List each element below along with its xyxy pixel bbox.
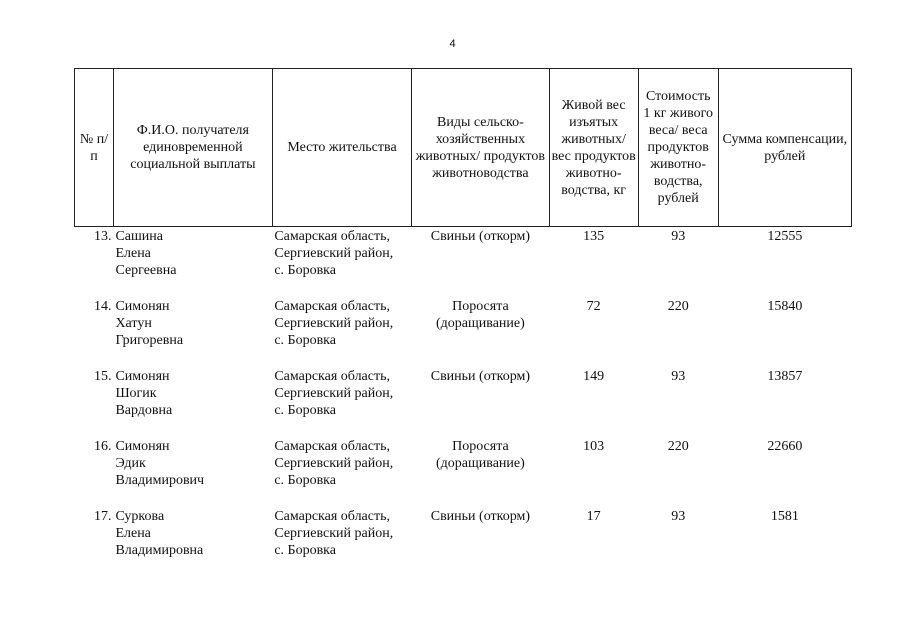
- patronymic: Вардовна: [115, 403, 173, 418]
- row-sum: 12555: [767, 229, 803, 244]
- first-name: Эдик: [115, 456, 146, 471]
- row-num: 17.: [93, 509, 112, 524]
- table-row: [75, 227, 852, 299]
- first-name: Елена: [115, 526, 151, 541]
- address-village: с. Боровка: [274, 333, 336, 348]
- row-num: 16.: [93, 439, 112, 454]
- address-village: с. Боровка: [274, 263, 336, 278]
- surname: Сашина: [115, 229, 163, 244]
- patronymic: Сергеевна: [115, 263, 177, 278]
- table-row: [75, 438, 852, 508]
- row-name: [113, 227, 272, 299]
- row-num: 13.: [93, 229, 112, 244]
- row-sum: 13857: [767, 369, 803, 384]
- address-region: Самарская область,: [274, 299, 390, 314]
- surname: Симонян: [115, 369, 170, 384]
- row-animal-type: [412, 227, 549, 299]
- address-district: Сергиевский район,: [274, 316, 394, 331]
- row-animal-type: [412, 508, 549, 578]
- row-cost: 220: [667, 439, 689, 454]
- row-address: [272, 368, 411, 438]
- animal-type-line: Свиньи (откорм): [430, 509, 531, 524]
- row-weight: 135: [583, 229, 605, 244]
- animal-type-line: Свиньи (откорм): [430, 229, 531, 244]
- row-name: [113, 508, 272, 578]
- row-sum: 22660: [767, 439, 803, 454]
- row-weight: 103: [583, 439, 605, 454]
- row-weight: 17: [586, 509, 601, 524]
- address-village: с. Боровка: [274, 473, 336, 488]
- first-name: Елена: [115, 246, 151, 261]
- row-address: [272, 438, 411, 508]
- address-district: Сергиевский район,: [274, 246, 394, 261]
- row-animal-type: [412, 298, 549, 368]
- table-row: [75, 508, 852, 578]
- row-name: [113, 298, 272, 368]
- row-cost: 220: [667, 299, 689, 314]
- row-weight: 72: [586, 299, 601, 314]
- address-district: Сергиевский район,: [274, 386, 394, 401]
- row-name: [113, 438, 272, 508]
- patronymic: Владимировна: [115, 543, 204, 558]
- row-name: [113, 368, 272, 438]
- row-animal-type: [412, 438, 549, 508]
- row-weight: 149: [583, 369, 605, 384]
- surname: Симонян: [115, 439, 170, 454]
- compensation-table: [74, 68, 852, 578]
- animal-type-line: (доращивание): [436, 316, 525, 331]
- header-name: Ф.И.О. получателя единовременной социальной выплаты: [113, 69, 272, 227]
- address-region: Самарская область,: [274, 369, 390, 384]
- table-row: [75, 368, 852, 438]
- row-num: 14.: [93, 299, 112, 314]
- row-num: 15.: [93, 369, 112, 384]
- row-cost: 93: [671, 229, 686, 244]
- row-animal-type: [412, 368, 549, 438]
- animal-type-line: Поросята: [452, 439, 509, 454]
- header-cost: Стоимость 1 кг живого веса/ веса продуктов животно-водства, рублей: [638, 69, 718, 227]
- row-address: [272, 508, 411, 578]
- patronymic: Владимирович: [115, 473, 205, 488]
- address-region: Самарская область,: [274, 439, 390, 454]
- row-sum: 1581: [770, 509, 799, 524]
- address-village: с. Боровка: [274, 403, 336, 418]
- table-row: [75, 298, 852, 368]
- patronymic: Григоревна: [115, 333, 184, 348]
- animal-type-line: Свиньи (откорм): [430, 369, 531, 384]
- table-header-row: [75, 69, 852, 227]
- animal-type-line: (доращивание): [436, 456, 525, 471]
- address-region: Самарская область,: [274, 229, 390, 244]
- address-district: Сергиевский район,: [274, 526, 394, 541]
- address-village: с. Боровка: [274, 543, 336, 558]
- first-name: Хатун: [115, 316, 152, 331]
- header-num: № п/п: [75, 69, 114, 227]
- first-name: Шогик: [115, 386, 157, 401]
- address-region: Самарская область,: [274, 509, 390, 524]
- row-sum: 15840: [767, 299, 803, 314]
- row-cost: 93: [671, 509, 686, 524]
- page-number: 4: [449, 38, 456, 50]
- surname: Суркова: [115, 509, 165, 524]
- animal-type-line: Поросята: [452, 299, 509, 314]
- row-address: [272, 227, 411, 299]
- header-sum: Сумма компенсации, рублей: [718, 69, 851, 227]
- header-address: Место жительства: [272, 69, 411, 227]
- surname: Симонян: [115, 299, 170, 314]
- header-animal-type: Виды сельско-хозяйственных животных/ продуктов животноводства: [412, 69, 549, 227]
- row-address: [272, 298, 411, 368]
- row-cost: 93: [671, 369, 686, 384]
- address-district: Сергиевский район,: [274, 456, 394, 471]
- header-weight: Живой вес изъятых животных/ вес продуктов животно-водства, кг: [549, 69, 638, 227]
